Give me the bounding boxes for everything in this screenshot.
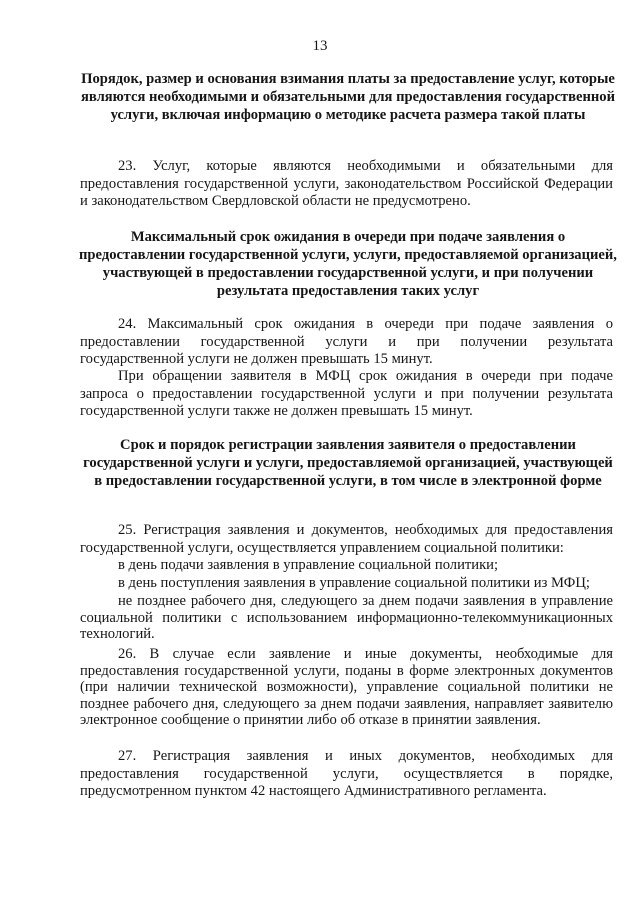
paragraph-23: 23. Услуг, которые являются необходимыми и обязательными для предоставления государственной услуги, законодательством Российской Федерации и законодательством Свердловской области не предусмотрено. [80,158,613,210]
paragraph-24: 24. Максимальный срок ожидания в очереди при подаче заявления о предоставлении государственной услуги и при получении результата государственной услуги не должен превышать 15 минут. [80,316,613,368]
paragraph-27: 27. Регистрация заявления и иных документов, необходимых для предоставления государственной услуги, осуществляется в порядке, предусмотренном пунктом 42 настоящего Административного регламента. [80,748,613,800]
section-heading-fees: Порядок, размер и основания взимания платы за предоставление услуг, которые являются необходимыми и обязательными для предоставления государственной услуги, включая информацию о методике расчета размера такой платы [81,71,615,123]
paragraph-25-item-b: в день поступления заявления в управление социальной политики из МФЦ; [118,575,590,591]
paragraph-25-item-c: не позднее рабочего дня, следующего за днем подачи заявления в управление социальной политики с использованием информационно-телекоммуникационных технологий. [80,593,613,643]
paragraph-24-mfc: При обращении заявителя в МФЦ срок ожидания в очереди при подаче запроса о предоставлении государственной услуги и при получении результата государственной услуги также не должен превышать 15 минут. [80,368,613,420]
paragraph-25: 25. Регистрация заявления и документов, необходимых для предоставления государственной услуги, осуществляется управлением социальной политики: [80,522,613,556]
paragraph-25-item-a: в день подачи заявления в управление социальной политики; [118,557,499,573]
page-number: 13 [312,38,328,54]
section-heading-registration: Срок и порядок регистрации заявления заявителя о предоставлении государственной услуги и услуги, предоставляемой организацией, участвующей в предоставлении государственной услуги, в том числе в электронной форме [83,437,613,489]
section-heading-queue-time: Максимальный срок ожидания в очереди при подаче заявления о предоставлении государственной услуги, услуги, предоставляемой организацией, участвующей в предоставлении государственной услуги, и при получении результата предоставления таких услуг [79,229,617,299]
paragraph-26: 26. В случае если заявление и иные документы, необходимые для предоставления государственной услуги, поданы в форме электронных документов (при наличии технической возможности), управление социальной политики не позднее рабочего дня, следующего за днем подачи заявления, направляет заявителю электронное сообщение о принятии либо об отказе в принятии заявления. [80,646,613,729]
